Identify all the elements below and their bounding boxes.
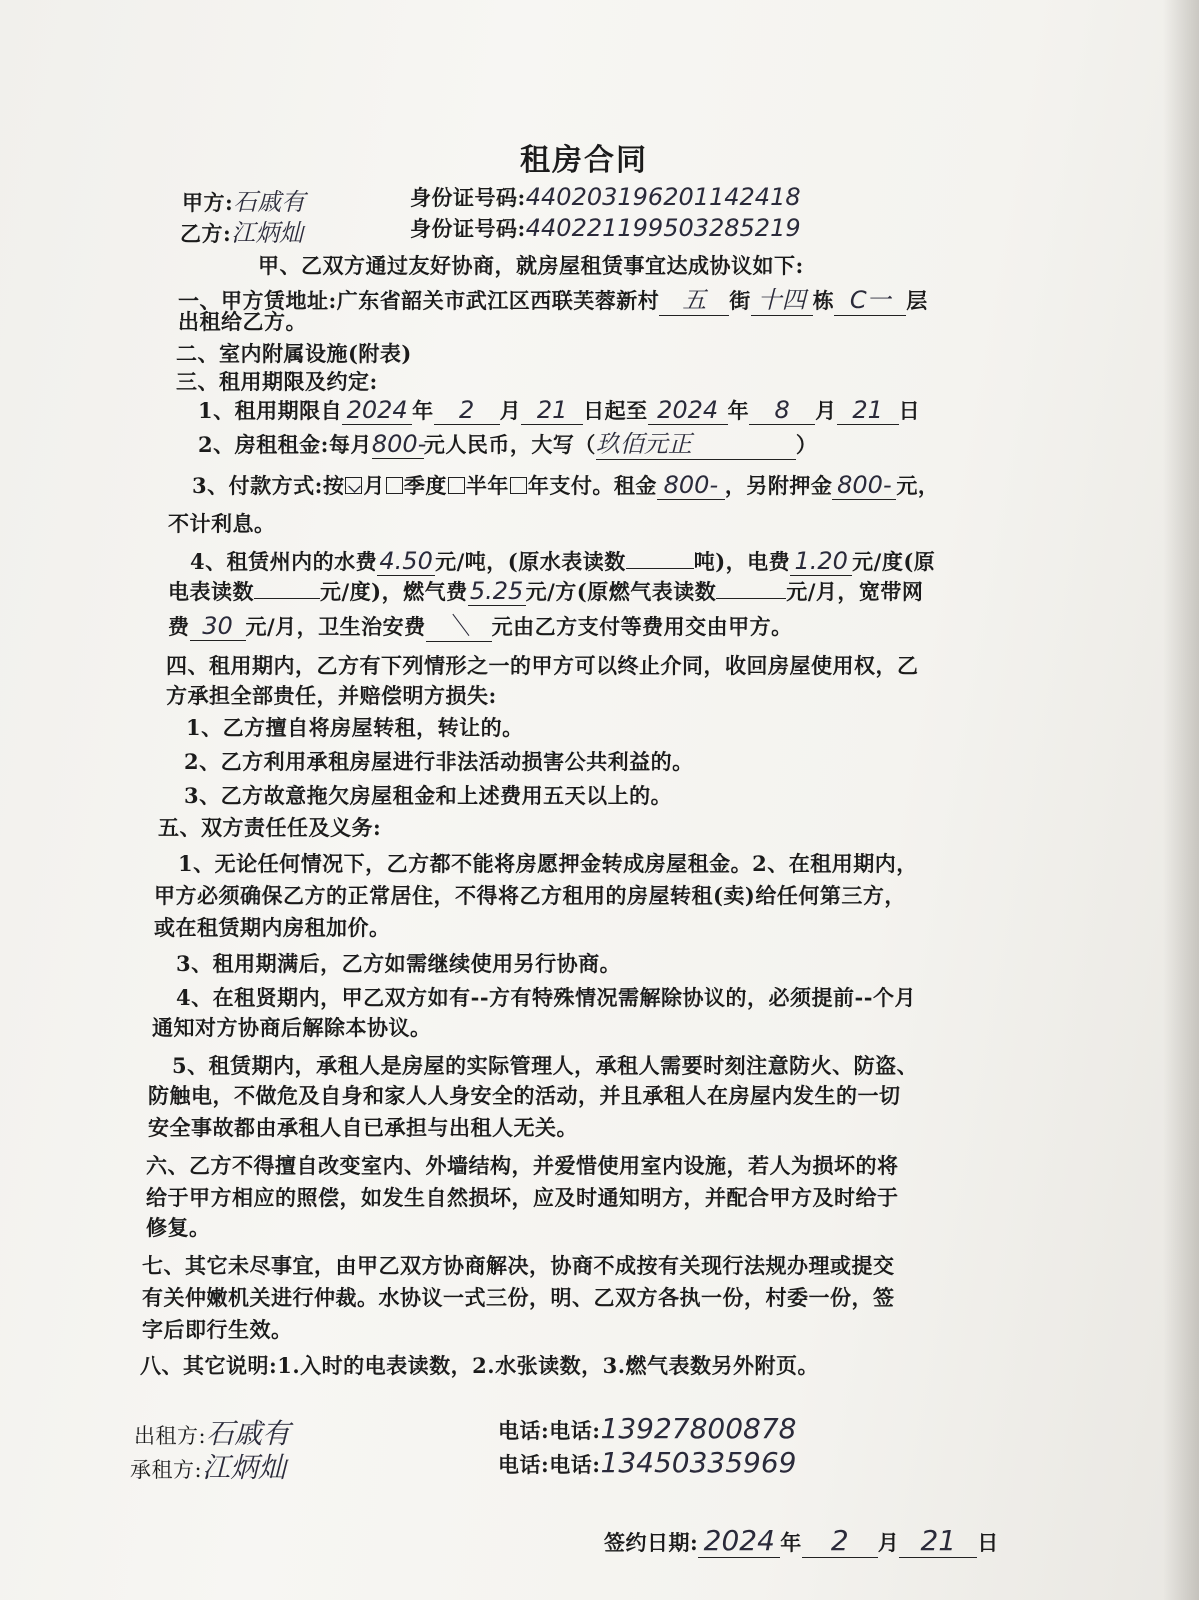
rent-field: 800- xyxy=(371,430,427,458)
signing-date-row xyxy=(604,1524,999,1558)
party-b-id-label: 身份证号码: xyxy=(410,216,526,241)
lessor-phone: 13927800878 xyxy=(600,1412,797,1445)
clause-4-item-3: 3、乙方故意拖欠房屋租金和上述费用五天以上的。 xyxy=(184,783,673,808)
street-unit: 街 xyxy=(729,288,751,313)
quarterly-checkbox xyxy=(386,477,403,494)
lessor-label: 出租方: xyxy=(134,1424,207,1448)
pay-month-label: 月 xyxy=(363,473,385,498)
water-reading-field xyxy=(626,568,694,569)
lessee-row xyxy=(130,1446,286,1486)
sanitation-fee-field: ＼ xyxy=(426,606,492,642)
paper-edge-shadow xyxy=(1163,0,1199,1600)
clause-1-line-2: 出租给乙方。 xyxy=(178,309,307,334)
intro-text: 甲、乙双方通过友好协商，就房屋租赁事宜达成协议如下: xyxy=(258,253,804,278)
party-b-id-row xyxy=(410,213,801,243)
clause-4-item-2: 2、乙方利用承租房屋进行非法活动损害公共利益的。 xyxy=(184,749,694,774)
party-a-id-row xyxy=(410,182,801,212)
elec-reading-field xyxy=(254,598,320,599)
rent-upper-field: 玖佰元正 xyxy=(596,424,796,460)
lessee-label: 承租方: xyxy=(130,1458,203,1482)
lessee-phone-row xyxy=(498,1446,796,1479)
clause-6-line-3: 修复。 xyxy=(146,1215,211,1240)
end-month-field: 8 xyxy=(749,396,815,425)
lessor-phone-label: 电话:电话: xyxy=(498,1418,601,1443)
clause-4-line-1: 四、租用期内，乙方有下列情形之一的甲方可以终止介同，收回房屋使用权，乙 xyxy=(166,653,919,678)
sign-unit-month: 月 xyxy=(877,1530,900,1555)
start-month-field: 2 xyxy=(434,396,500,425)
pay-rent-field: 800- xyxy=(657,471,725,500)
party-a-row xyxy=(182,182,305,217)
sign-unit-day: 日 xyxy=(977,1530,999,1555)
clause-3-heading: 三、租用期限及约定: xyxy=(176,369,378,394)
fee-prefix: 4、租赁州内的水费 xyxy=(190,549,378,574)
clause-7-line-2: 有关仲嫩机关进行仲裁。水协议一式三份，明、乙双方各执一份，村委一份，签 xyxy=(142,1285,895,1310)
end-day-field: 21 xyxy=(837,396,899,425)
unit-year: 年 xyxy=(412,398,434,423)
gas-reading-unit: 元/月，宽带网 xyxy=(786,579,924,604)
elec-fee-field: 1.20 xyxy=(790,547,852,576)
floor-field: C一 xyxy=(834,280,906,316)
clause-2: 二、室内附属设施(附表) xyxy=(176,341,412,366)
party-a-id-label: 身份证号码: xyxy=(410,185,526,210)
clause-5-line-5: 4、在租贤期内，甲乙双方如有--方有特殊情况需解除协议的，必须提前--个月 xyxy=(176,985,916,1010)
rent-row xyxy=(198,424,817,460)
deposit-label: ，另附押金 xyxy=(724,473,833,498)
unit-month: 月 xyxy=(815,398,837,423)
clause-5-line-2: 甲方必须确保乙方的正常居住，不得将乙方租用的房屋转租(卖)给任何第三方， xyxy=(154,883,906,908)
clause-7-line-3: 字后即行生效。 xyxy=(142,1317,293,1342)
pay-year-label: 年支付。租金 xyxy=(527,473,657,498)
pay-prefix: 3、付款方式:按 xyxy=(192,473,345,498)
sign-year-field: 2024 xyxy=(698,1524,780,1558)
pay-quarter-label: 季度 xyxy=(403,473,447,498)
water-unit: 元/吨，(原水表读数 xyxy=(435,549,626,574)
fees-row-2 xyxy=(168,576,923,606)
net-unit: 元/月，卫生治安费 xyxy=(245,614,426,639)
rent-suffix: ） xyxy=(795,432,818,457)
unit-day: 日 xyxy=(898,398,921,423)
elec-unit: 元/度(原 xyxy=(852,549,936,574)
rent-prefix: 2、房租租金:每月 xyxy=(198,432,372,457)
clause-5-line-4: 3、租用期满后，乙方如需继续使用另行协商。 xyxy=(176,951,622,976)
gas-unit: 元/方(原燃气表读数 xyxy=(525,579,717,604)
clause-7-line-1: 七、其它未尽事宜，由甲乙双方协商解决，协商不成按有关现行法规办理或提交 xyxy=(142,1253,895,1278)
lessor-signature: 石戚有 xyxy=(206,1417,291,1450)
party-a-id: 440203196201142418 xyxy=(525,183,801,211)
party-a-label: 甲方: xyxy=(182,190,234,215)
water-fee-field: 4.50 xyxy=(377,547,435,576)
party-b-id: 440221199503285219 xyxy=(525,214,801,242)
clause-5-line-7: 5、租赁期内，承租人是房屋的实际管理人，承租人需要时刻注意防火、防盗、 xyxy=(172,1053,919,1078)
clause-4-item-1: 1、乙方擅自将房屋转租，转让的。 xyxy=(186,715,524,740)
sign-month-field: 2 xyxy=(802,1524,878,1558)
elec-reading-label: 电表读数 xyxy=(168,579,254,604)
rent-mid: 元人民币，大写（ xyxy=(423,432,596,457)
no-interest-text: 不计利息。 xyxy=(168,511,276,536)
signing-date-label: 签约日期: xyxy=(604,1530,699,1555)
clause-5-line-1: 1、无论任何情况下，乙方都不能将房愿押金转成房屋租金。2、在租用期内， xyxy=(178,851,918,876)
clause-6-line-1: 六、乙方不得擅自改变室内、外墙结构，并爱惜使用室内设施，若人为损坏的将 xyxy=(146,1153,899,1178)
deposit-suffix: 元， xyxy=(896,473,940,498)
deposit-field: 800- xyxy=(832,471,896,500)
clause-5-heading: 五、双方责任任及义务: xyxy=(158,815,382,840)
sign-unit-year: 年 xyxy=(780,1530,802,1555)
payment-row xyxy=(192,470,939,500)
term-mid: 日起至 xyxy=(583,398,648,423)
party-b-label: 乙方: xyxy=(180,221,232,246)
party-a-name: 石戚有 xyxy=(233,188,306,216)
building-field: 十四 xyxy=(751,280,813,316)
fees-row-3 xyxy=(168,606,793,642)
lessee-signature: 江炳灿 xyxy=(202,1451,287,1484)
lessor-phone-row xyxy=(498,1412,796,1445)
end-year-field: 2024 xyxy=(648,396,728,425)
fee-suffix: 元由乙方支付等费用交由甲方。 xyxy=(491,614,793,639)
half-year-checkbox xyxy=(448,477,465,494)
lessee-phone-label: 电话:电话: xyxy=(498,1452,601,1477)
gas-fee-field: 5.25 xyxy=(468,577,526,606)
yearly-checkbox xyxy=(510,477,527,494)
unit-year: 年 xyxy=(727,398,750,423)
fees-row-1 xyxy=(190,546,935,576)
term-prefix: 1、租用期限自 xyxy=(198,398,343,423)
clause-5-line-3: 或在租赁期内房租加价。 xyxy=(154,915,391,940)
lease-term-row xyxy=(198,395,920,425)
monthly-checkbox xyxy=(345,477,362,494)
start-day-field: 21 xyxy=(521,396,583,425)
party-b-name: 江炳灿 xyxy=(231,219,304,247)
elec-reading-unit: 元/度)，燃气费 xyxy=(320,579,468,604)
clause-5-line-9: 安全事故都由承租人自已承担与出租人无关。 xyxy=(148,1115,578,1140)
contract-title: 租房合同 xyxy=(520,143,648,178)
water-reading-unit: 吨)，电费 xyxy=(693,549,791,574)
clause-6-line-2: 给于甲方相应的照偿，如发生自然损坏，应及时通知明方，并配合甲方及时给于 xyxy=(146,1185,899,1210)
start-year-field: 2024 xyxy=(342,396,412,425)
clause-8: 八、其它说明:1.入时的电表读数，2.水张读数，3.燃气表数另外附页。 xyxy=(140,1353,820,1378)
sign-day-field: 21 xyxy=(899,1524,977,1558)
building-unit: 栋 xyxy=(812,288,835,313)
floor-unit: 层 xyxy=(906,288,928,313)
clause-4-line-2: 方承担全部贵任，并赔偿明方损失: xyxy=(166,683,497,708)
unit-month: 月 xyxy=(499,398,522,423)
net-prefix: 费 xyxy=(168,614,190,639)
clause-5-line-8: 防触电，不做危及自身和家人人身安全的活动，并且承租人在房屋内发生的一切 xyxy=(148,1083,901,1108)
gas-reading-field xyxy=(716,598,786,599)
street-field: 五 xyxy=(659,280,729,316)
pay-half-label: 半年 xyxy=(465,473,509,498)
clause-5-line-6: 通知对方协商后解除本协议。 xyxy=(152,1015,432,1040)
clause-1-address: 一、甲方赁地址:广东省韶关市武江区西联芙蓉新村 xyxy=(178,288,660,313)
lessee-phone: 13450335969 xyxy=(600,1446,797,1479)
net-fee-field: 30 xyxy=(190,612,246,641)
party-b-row xyxy=(180,213,303,248)
